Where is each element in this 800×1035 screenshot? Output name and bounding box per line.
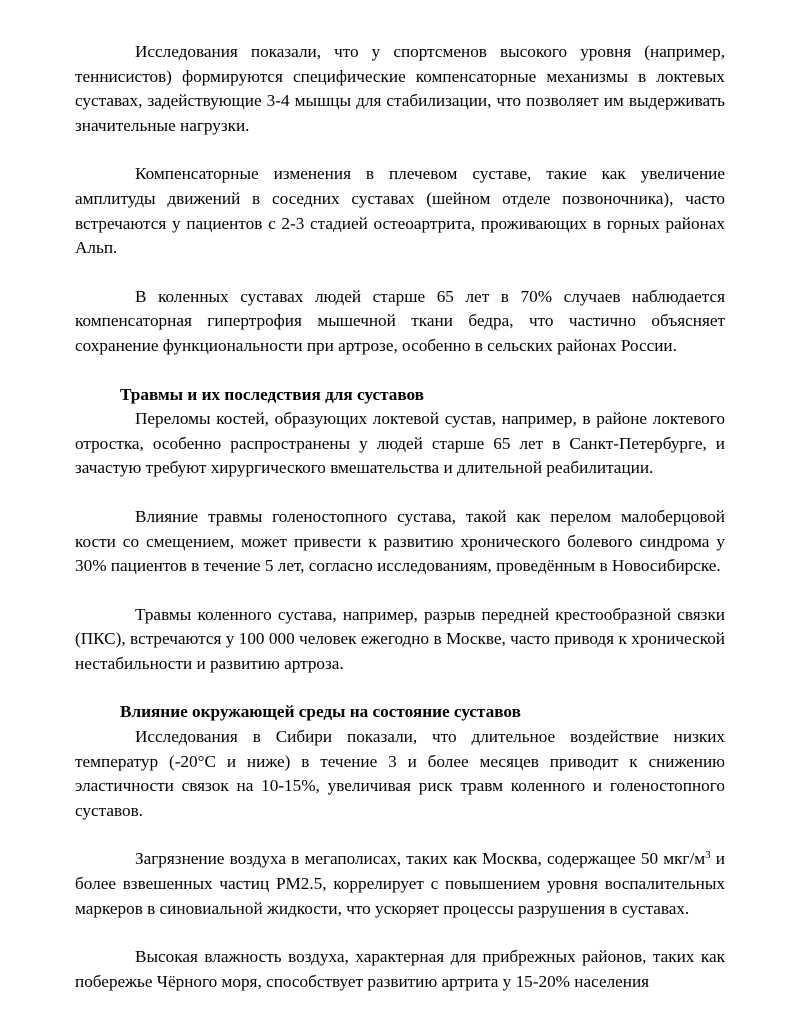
paragraph-athletes: Исследования показали, что у спортсменов высокого уровня (например, теннисистов) формируются специфические компенсаторные механизмы в локтевых суставах, задействующие 3-4 мышцы для стабилизации, что позволяет им выдерживать значительные нагрузки.	[75, 42, 725, 135]
paragraph-knee-hypertrophy: В коленных суставах людей старше 65 лет в 70% случаев наблюдается компенсаторная гипертрофия мышечной ткани бедра, что частично объясняет сохранение функциональности при артрозе, особенно в сельских районах России.	[75, 286, 725, 355]
paragraph-knee-ligament: Травмы коленного сустава, например, разрыв передней крестообразной связки (ПКС), встречаются у 100 000 человек ежегодно в Москве, часто приводя к хронической нестабильности и развитию артроза.	[75, 604, 725, 673]
paragraph-air-pollution	[75, 847, 725, 921]
paragraph-elbow-fractures: Переломы костей, образующих локтевой сустав, например, в районе локтевого отростка, особенно распространены у людей старше 65 лет в Санкт-Петербурге, и зачастую требуют хирургического вмешательства и длительной реабилитации.	[75, 409, 725, 478]
paragraph-shoulder: Компенсаторные изменения в плечевом суставе, такие как увеличение амплитуды движений в соседних суставах (шейном отделе позвоночника), часто встречаются у пациентов с 2-3 стадией остеоартрита, проживающих в горных районах Альп.	[75, 164, 725, 258]
superscript-cubic: 3	[705, 849, 711, 862]
pollution-text-start: Загрязнение воздуха в мегаполисах, таких как Москва, содержащее 50 мкг/м	[135, 849, 706, 869]
heading-environment: Влияние окружающей среды на состояние суставов	[120, 702, 521, 722]
pollution-text-end: и более взвешенных частиц PM2.5, коррелирует с повышением уровня воспалительных маркеров в синовиальной жидкости, что ускоряет процессы разрушения в суставах.	[75, 849, 726, 918]
paragraph-siberia-cold: Исследования в Сибири показали, что длительное воздействие низких температур (-20°C и ниже) в течение 3 и более месяцев приводит к снижению эластичности связок на 10-15%, увеличивая риск травм коленного и голеностопного суставов.	[75, 727, 725, 820]
paragraph-humidity: Высокая влажность воздуха, характерная для прибрежных районов, таких как побережье Чёрного моря, способствует развитию артрита у 15-20% населения	[75, 947, 725, 991]
document-page	[75, 40, 725, 1018]
paragraph-ankle-injury: Влияние травмы голеностопного сустава, такой как перелом малоберцовой кости со смещением, может привести к развитию хронического болевого синдрома у 30% пациентов в течение 5 лет, согласно исследованиям, проведённым в Новосибирске.	[75, 506, 725, 576]
heading-injuries: Травмы и их последствия для суставов	[120, 384, 424, 404]
